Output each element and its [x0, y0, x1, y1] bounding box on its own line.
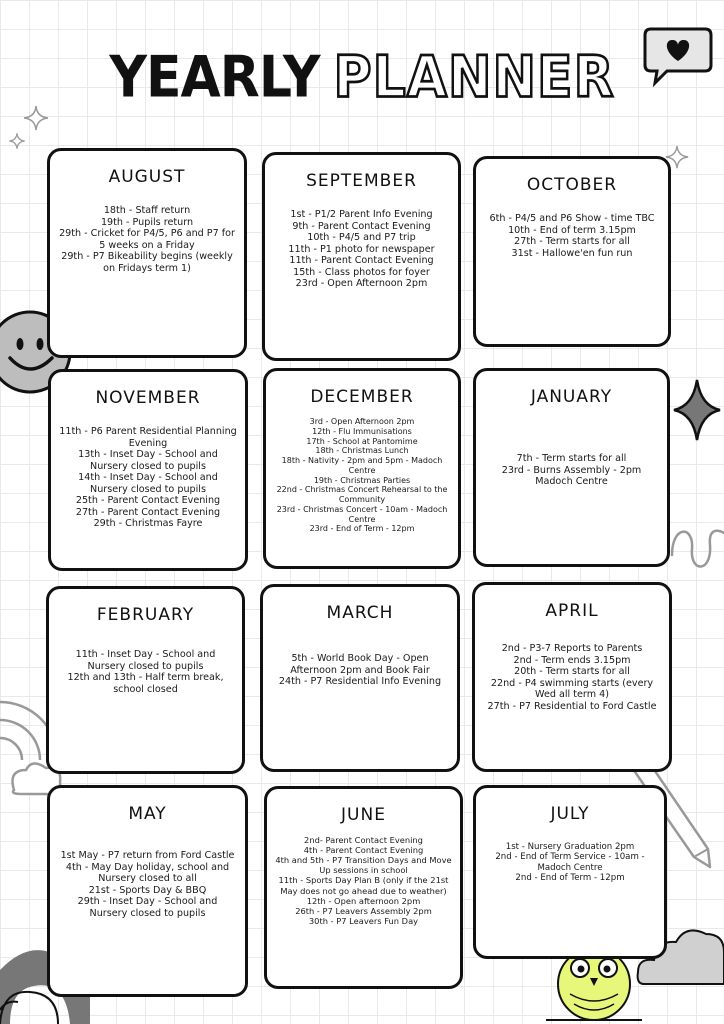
event-item: 25th - Parent Contact Evening	[75, 495, 221, 506]
event-item: 26th - P7 Leavers Assembly 2pm	[295, 905, 432, 916]
event-item: 10th - End of term 3.15pm	[508, 224, 636, 236]
event-list	[476, 453, 667, 488]
month-card-march	[260, 584, 460, 772]
event-item: 5th - World Book Day - Open Afternoon 2pm and Book Fair	[290, 653, 430, 676]
month-title: JUNE	[341, 805, 386, 825]
event-list	[476, 842, 664, 884]
event-item: 19th - Christmas Parties	[313, 475, 411, 485]
month-card-april	[472, 582, 672, 772]
event-item: 1st - P1/2 Parent Info Evening	[290, 209, 433, 220]
event-item: 27th - Term starts for all	[514, 236, 630, 247]
month-title: JULY	[550, 804, 590, 824]
month-card-january	[473, 368, 670, 567]
event-item: 31st - Hallowe'en fun run	[511, 247, 633, 259]
event-item: 30th - P7 Leavers Fun Day	[308, 915, 419, 926]
event-item: 23rd - Christmas Concert - 10am - Madoch Centre	[276, 504, 448, 524]
month-title: APRIL	[545, 601, 599, 621]
event-item: 1st May - P7 return from Ford Castle	[60, 850, 235, 861]
event-list	[267, 835, 460, 926]
event-item: 4th and 5th - P7 Transition Days and Move Up sessions in school	[275, 855, 452, 876]
event-item: 12th and 13th - Half term break, school closed	[67, 672, 224, 695]
event-item: 23rd - Burns Assembly - 2pm Madoch Centre	[501, 464, 642, 487]
event-list	[476, 213, 668, 259]
event-item: 18th - Staff return	[103, 205, 191, 216]
month-card-june	[264, 786, 463, 989]
event-item: 6th - P4/5 and P6 Show - time TBC	[489, 213, 655, 224]
sparkle-icon	[22, 104, 50, 132]
month-card-november	[48, 369, 248, 571]
heart-chat-icon	[643, 25, 713, 87]
event-item: 11th - P1 photo for newspaper	[288, 243, 435, 255]
squiggle-icon	[668, 515, 724, 585]
month-title: NOVEMBER	[95, 388, 201, 408]
event-item: 13th - Inset Day - School and Nursery closed to pupils	[78, 449, 218, 472]
event-item: 1st - Nursery Graduation 2pm	[505, 842, 635, 852]
month-card-july	[473, 785, 667, 959]
title-planner: PLANNER	[333, 45, 615, 111]
event-item: 14th - Inset Day - School and Nursery closed to pupils	[78, 472, 218, 495]
month-card-september	[262, 152, 461, 361]
event-item: 27th - P7 Residential to Ford Castle	[487, 700, 657, 712]
event-list	[50, 205, 244, 274]
star-icon	[672, 378, 722, 442]
event-list	[49, 649, 242, 695]
event-list	[51, 426, 245, 530]
event-item: 22nd - Christmas Concert Rehearsal to the Community	[276, 485, 448, 504]
event-item: 18th - Nativity - 2pm and 5pm - Madoch Centre	[281, 456, 443, 475]
event-item: 2nd - Term ends 3.15pm	[513, 654, 631, 666]
event-item: 23rd - End of Term - 12pm	[309, 524, 415, 534]
event-item: 29th - Cricket for P4/5, P6 and P7 for 5 weeks on a Friday	[59, 228, 235, 251]
month-title: DECEMBER	[310, 387, 414, 407]
event-list	[265, 209, 458, 290]
event-item: 2nd - End of Term Service - 10am - Madoch Centre	[495, 852, 645, 873]
event-item: 29th - Inset Day - School and Nursery closed to pupils	[77, 896, 218, 919]
event-item: 24th - P7 Residential Info Evening	[278, 676, 442, 687]
event-list	[475, 643, 669, 712]
event-item: 2nd - End of Term - 12pm	[515, 873, 625, 884]
month-title: SEPTEMBER	[306, 171, 417, 191]
event-item: 2nd- Parent Contact Evening	[304, 835, 423, 845]
month-title: FEBRUARY	[96, 605, 195, 625]
event-item: 18th - Christmas Lunch	[315, 446, 409, 456]
event-item: 10th - P4/5 and P7 trip	[307, 232, 416, 243]
month-card-may	[47, 785, 248, 997]
event-item: 11th - Parent Contact Evening	[289, 255, 434, 266]
event-item: 11th - Sports Day Plan B (only if the 21st May does not go ahead due to weather)	[278, 875, 449, 896]
month-card-october	[473, 156, 671, 347]
event-item: 29th - P7 Bikeability begins (weekly on Fridays term 1)	[61, 251, 233, 274]
title-yearly: YEARLY	[109, 45, 320, 111]
event-item: 3rd - Open Afternoon 2pm	[309, 417, 415, 426]
month-card-august	[47, 148, 247, 358]
event-list	[263, 653, 457, 688]
month-title: MAY	[128, 804, 167, 824]
event-item: 11th - Inset Day - School and Nursery closed to pupils	[75, 649, 216, 672]
event-item: 11th - P6 Parent Residential Planning Evening	[59, 426, 237, 449]
event-item: 29th - Christmas Fayre	[93, 518, 203, 529]
sparkle-icon	[8, 132, 26, 150]
month-title: OCTOBER	[526, 175, 618, 195]
event-item: 17th - School at Pantomime	[306, 436, 418, 446]
month-title: AUGUST	[108, 167, 186, 187]
event-item: 27th - Parent Contact Evening	[75, 506, 221, 518]
event-item: 7th - Term starts for all	[516, 453, 627, 464]
event-item: 19th - Pupils return	[100, 216, 194, 228]
event-item: 22nd - P4 swimming starts (every Wed all term 4)	[490, 677, 654, 700]
month-card-february	[46, 586, 245, 774]
month-title: MARCH	[326, 603, 394, 623]
event-item: 4th - May Day holiday, school and Nursery closed to all	[65, 861, 230, 884]
event-item: 12th - Flu Immunisations	[312, 426, 412, 436]
page-title	[0, 45, 724, 111]
event-item: 20th - Term starts for all	[514, 666, 630, 677]
event-item: 4th - Parent Contact Evening	[303, 845, 424, 856]
month-card-december	[263, 368, 461, 569]
event-item: 15th - Class photos for foyer	[293, 266, 430, 278]
event-list	[50, 850, 245, 919]
event-item: 23rd - Open Afternoon 2pm	[295, 278, 428, 289]
event-item: 12th - Open afternoon 2pm	[306, 895, 421, 906]
month-title: JANUARY	[530, 387, 613, 407]
event-list	[266, 417, 458, 534]
event-item: 21st - Sports Day & BBQ	[88, 884, 207, 896]
event-item: 2nd - P3-7 Reports to Parents	[501, 643, 643, 654]
event-item: 9th - Parent Contact Evening	[292, 220, 431, 232]
